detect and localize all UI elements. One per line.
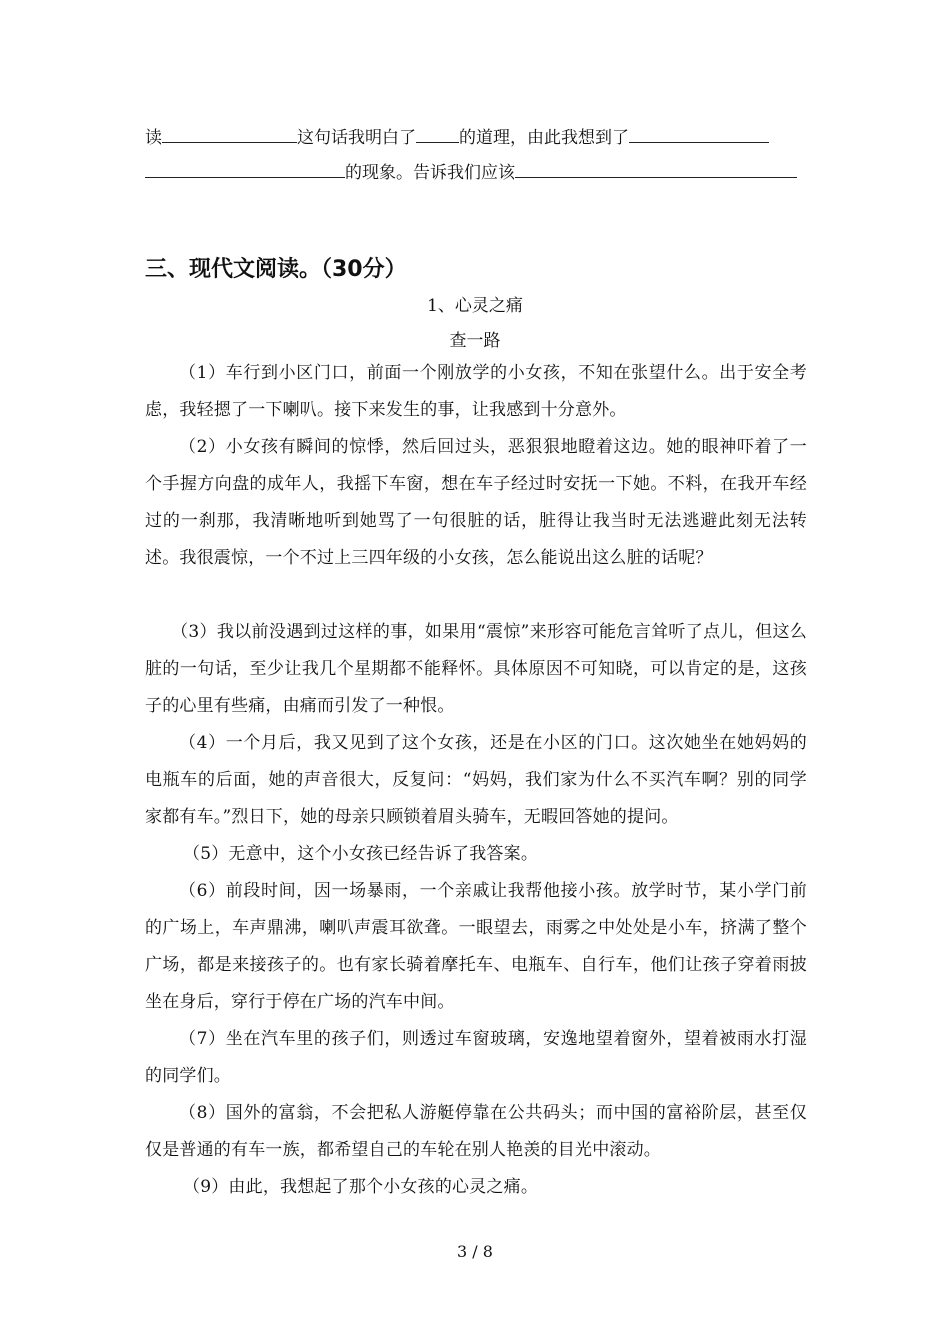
fill-in-text: 的现象。告诉我们应该 — [345, 163, 515, 183]
page-number: 3 / 8 — [457, 1242, 493, 1261]
fill-in-text: 的道理，由此我想到了 — [459, 128, 629, 148]
answer-blank[interactable] — [145, 159, 345, 178]
paragraph-2: （2）小女孩有瞬间的惊悸，然后回过头，恶狠狠地瞪着这边。她的眼神吓着了一个手握方向盘的成年人，我摇下车窗，想在车子经过时安抚一下她。不料，在我开车经过的一刹那，我清晰地听到她骂了一句很脏的话，脏得让我当时无法逃避此刻无法转述。我很震惊，一个不过上三四年级的小女孩，怎么能说出这么脏的话呢？ — [145, 437, 807, 568]
article-title: 1、心灵之痛 — [427, 296, 523, 316]
article-author: 查一路 — [449, 331, 501, 351]
fill-in-line-1 — [145, 124, 807, 150]
fill-in-line-2 — [145, 159, 807, 185]
answer-blank[interactable] — [515, 159, 797, 178]
fill-in-text: 读 — [145, 128, 162, 148]
answer-blank[interactable] — [416, 124, 459, 143]
paragraph-1: （1）车行到小区门口，前面一个刚放学的小女孩，不知在张望什么。出于安全考虑，我轻摁了一下喇叭。接下来发生的事，让我感到十分意外。 — [145, 363, 807, 420]
paragraph-9: （9）由此，我想起了那个小女孩的心灵之痛。 — [183, 1177, 539, 1197]
paragraph-8: （8）国外的富翁，不会把私人游艇停靠在公共码头；而中国的富裕阶层，甚至仅仅是普通的有车一族，都希望自己的车轮在别人艳羡的目光中滚动。 — [145, 1103, 807, 1160]
answer-blank[interactable] — [629, 124, 769, 143]
paragraph-7: （7）坐在汽车里的孩子们，则透过车窗玻璃，安逸地望着窗外，望着被雨水打湿的同学们。 — [145, 1029, 807, 1086]
answer-blank[interactable] — [162, 124, 297, 143]
section-heading: 三、现代文阅读。（30分） — [145, 257, 407, 282]
paragraph-3: （3）我以前没遇到过这样的事，如果用“震惊”来形容可能危言耸听了点儿，但这么脏的一句话，至少让我几个星期都不能释怀。具体原因不可知晓，可以肯定的是，这孩子的心里有些痛，由痛而引发了一种恨。 — [145, 622, 807, 716]
paragraph-6: （6）前段时间，因一场暴雨，一个亲戚让我帮他接小孩。放学时节，某小学门前的广场上，车声鼎沸，喇叭声震耳欲聋。一眼望去，雨雾之中处处是小车，挤满了整个广场，都是来接孩子的。也有家长骑着摩托车、电瓶车、自行车，他们让孩子穿着雨披坐在身后，穿行于停在广场的汽车中间。 — [145, 881, 807, 1012]
paragraph-5: （5）无意中，这个小女孩已经告诉了我答案。 — [183, 844, 539, 864]
fill-in-text: 这句话我明白了 — [297, 128, 416, 148]
paragraph-4: （4）一个月后，我又见到了这个女孩，还是在小区的门口。这次她坐在她妈妈的电瓶车的后面，她的声音很大，反复问：“妈妈，我们家为什么不买汽车啊？别的同学家都有车。”烈日下，她的母亲只顾锁着眉头骑车，无暇回答她的提问。 — [145, 733, 807, 827]
